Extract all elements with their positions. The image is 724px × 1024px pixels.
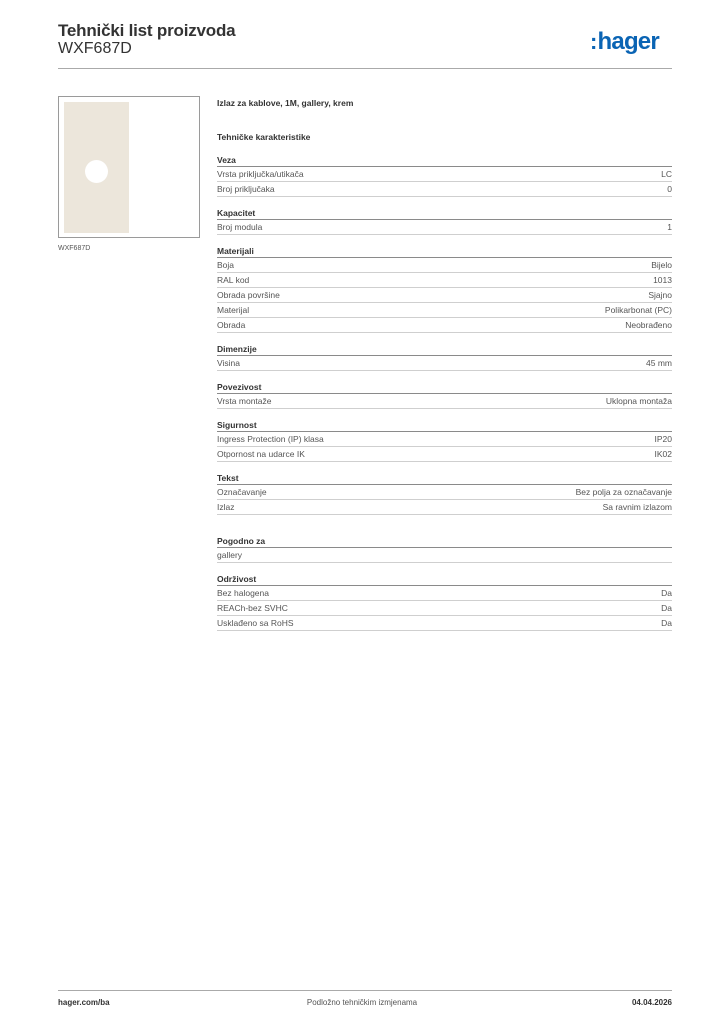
spec-section — [217, 154, 672, 197]
spec-label: Vrsta montaže — [217, 396, 272, 406]
spec-value: IK02 — [654, 449, 672, 459]
logo-text: hager — [597, 28, 659, 55]
spec-value: Bijelo — [651, 260, 672, 270]
spec-section — [217, 245, 672, 333]
product-image — [58, 96, 200, 238]
spec-label: Ingress Protection (IP) klasa — [217, 434, 324, 444]
hager-logo — [590, 30, 659, 54]
spec-value: Polikarbonat (PC) — [604, 305, 672, 315]
spec-label: Visina — [217, 358, 240, 368]
spec-row — [217, 220, 672, 235]
spec-section — [217, 381, 672, 409]
spec-value: 45 mm — [646, 358, 672, 368]
spec-row — [217, 548, 672, 563]
spec-row — [217, 601, 672, 616]
spec-row — [217, 485, 672, 500]
spec-label: Broj priključaka — [217, 184, 275, 194]
spec-row — [217, 167, 672, 182]
spec-section — [217, 535, 672, 563]
spec-content — [217, 96, 672, 631]
spec-label: Vrsta priključka/utikača — [217, 169, 304, 179]
spec-row — [217, 288, 672, 303]
spec-label: Otpornost na udarce IK — [217, 449, 305, 459]
spec-value: Sjajno — [648, 290, 672, 300]
product-image-caption: WXF687D — [58, 245, 91, 252]
spec-row — [217, 356, 672, 371]
section-title: Tekst — [217, 472, 672, 485]
spec-label: Obrada — [217, 320, 246, 330]
spec-value: Uklopna montaža — [605, 396, 672, 406]
spec-row — [217, 182, 672, 197]
footer-date: 04.04.2026 — [631, 998, 672, 1007]
spec-section — [217, 573, 672, 631]
spec-value: Bez polja za označavanje — [575, 487, 672, 497]
section-title: Veza — [217, 154, 672, 167]
footer-divider — [58, 990, 672, 991]
spec-row — [217, 586, 672, 601]
page-title: Tehnički list proizvoda — [58, 21, 236, 40]
spec-row — [217, 318, 672, 333]
spec-row — [217, 432, 672, 447]
tech-heading: Tehničke karakteristike — [217, 132, 311, 142]
section-title: Dimenzije — [217, 343, 672, 356]
spec-label: REACh-bez SVHC — [217, 603, 288, 613]
spec-label: RAL kod — [217, 275, 250, 285]
footer-note: Podložno tehničkim izmjenama — [306, 998, 418, 1007]
spec-value: 1 — [667, 222, 672, 232]
spec-value: Sa ravnim izlazom — [602, 502, 672, 512]
spec-value: 1013 — [653, 275, 672, 285]
section-title: Održivost — [217, 573, 672, 586]
section-title: Povezivost — [217, 381, 672, 394]
spec-value: Da — [661, 618, 672, 628]
spec-row — [217, 273, 672, 288]
cable-outlet-plate — [64, 102, 129, 233]
spec-label: Boja — [217, 260, 235, 270]
product-code: WXF687D — [58, 40, 132, 57]
spec-label: Označavanje — [217, 487, 267, 497]
spec-label: Broj modula — [217, 222, 263, 232]
section-title: Sigurnost — [217, 419, 672, 432]
spec-row — [217, 500, 672, 515]
spec-value: IP20 — [654, 434, 672, 444]
section-title: Kapacitet — [217, 207, 672, 220]
spec-row — [217, 258, 672, 273]
header-divider — [58, 68, 672, 69]
footer-website: hager.com/ba — [58, 998, 110, 1007]
spec-row — [217, 303, 672, 318]
product-name: Izlaz za kablove, 1M, gallery, krem — [217, 98, 354, 108]
spec-value: 0 — [667, 184, 672, 194]
spec-section — [217, 343, 672, 371]
spec-label: Obrada površine — [217, 290, 280, 300]
spec-section — [217, 419, 672, 462]
spec-section — [217, 207, 672, 235]
section-title: Materijali — [217, 245, 672, 258]
section-title: Pogodno za — [217, 535, 672, 548]
spec-row — [217, 447, 672, 462]
spec-label: Usklađeno sa RoHS — [217, 618, 294, 628]
spec-row — [217, 394, 672, 409]
spec-label: Bez halogena — [217, 588, 269, 598]
spec-label: Materijal — [217, 305, 250, 315]
cable-hole — [85, 160, 108, 183]
spec-label: gallery — [217, 550, 243, 560]
logo-dots-icon: : — [590, 29, 597, 54]
spec-section — [217, 472, 672, 515]
spec-value: Neobrađeno — [625, 320, 672, 330]
spec-value: Da — [661, 588, 672, 598]
spec-row — [217, 616, 672, 631]
spec-value: Da — [661, 603, 672, 613]
spec-value: LC — [661, 169, 672, 179]
spec-sections — [217, 154, 672, 631]
spec-label: Izlaz — [217, 502, 235, 512]
